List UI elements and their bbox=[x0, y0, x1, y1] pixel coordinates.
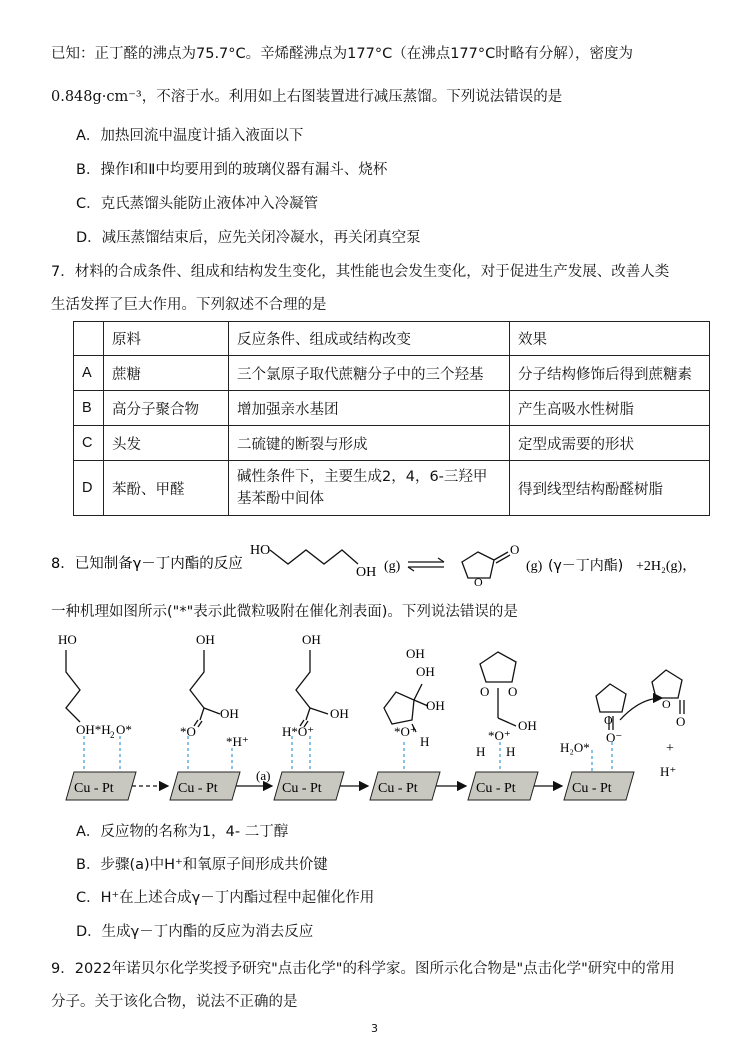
svg-text:OH*H: OH*H bbox=[76, 722, 111, 737]
catalyst-cu-pt bbox=[564, 772, 634, 800]
svg-text:OH: OH bbox=[416, 664, 435, 679]
table-cell: D bbox=[74, 461, 104, 516]
product-state: (g) bbox=[526, 559, 543, 574]
density-value: 0.848g·cm⁻³ bbox=[51, 89, 142, 105]
svg-text:HO: HO bbox=[250, 543, 271, 558]
svg-text:O: O bbox=[510, 542, 520, 557]
q7-stem-line-1: 7．材料的合成条件、组成和结构发生变化，其性能也会发生变化，对于促进生产发展、改善人类 bbox=[51, 264, 670, 280]
svg-text:Cu - Pt: Cu - Pt bbox=[572, 781, 612, 796]
butanediol-structure bbox=[270, 550, 358, 564]
table-cell: A bbox=[74, 356, 104, 391]
svg-text:OH: OH bbox=[196, 632, 215, 647]
svg-text:Cu - Pt: Cu - Pt bbox=[378, 781, 418, 796]
reactant-state: (g) bbox=[384, 559, 401, 574]
table-cell: 头发 bbox=[104, 426, 229, 461]
svg-text:O: O bbox=[508, 684, 518, 699]
q8-reaction-equation bbox=[0, 540, 751, 590]
svg-text:2: 2 bbox=[110, 730, 115, 740]
q6-option-c: C．克氏蒸馏头能防止液体冲入冷凝管 bbox=[76, 196, 319, 212]
svg-text:Cu - Pt: Cu - Pt bbox=[178, 781, 218, 796]
table-cell: 高分子聚合物 bbox=[104, 391, 229, 426]
page-number: 3 bbox=[371, 1022, 378, 1035]
lactone-structure bbox=[462, 552, 510, 578]
table-row bbox=[74, 391, 710, 426]
svg-text:*H⁺: *H⁺ bbox=[226, 734, 249, 749]
intro-line-1: 已知：正丁醛的沸点为75.7°C。辛烯醛沸点为177°C（在沸点177°C时略有分解），密度为 bbox=[51, 46, 634, 62]
table-header-cell: 反应条件、组成或结构改变 bbox=[229, 322, 510, 356]
table-cell: 三个氯原子取代蔗糖分子中的三个羟基 bbox=[229, 356, 510, 391]
species-2 bbox=[190, 650, 220, 727]
q8-option-d: D．生成γ－丁内酯的反应为消去反应 bbox=[76, 924, 314, 940]
q7-stem-line-2: 生活发挥了巨大作用。下列叙述不合理的是 bbox=[51, 297, 327, 313]
svg-text:+: + bbox=[666, 741, 674, 756]
svg-text:OH: OH bbox=[518, 718, 537, 733]
table-cell: 苯酚、甲醛 bbox=[104, 461, 229, 516]
q9-stem-line-1: 9．2022年诺贝尔化学奖授予研究"点击化学"的科学家。图所示化合物是"点击化学"研究中的常用 bbox=[51, 961, 675, 977]
table-cell: 定型成需要的形状 bbox=[510, 426, 710, 461]
table-header-row bbox=[74, 322, 710, 356]
table-cell: 二硫键的断裂与形成 bbox=[229, 426, 510, 461]
q8-stem: 8．已知制备γ－丁内酯的反应 bbox=[51, 556, 243, 572]
svg-text:O: O bbox=[480, 684, 490, 699]
q7-table bbox=[73, 321, 710, 516]
table-header-cell: 效果 bbox=[510, 322, 710, 356]
svg-text:H₂O*: H₂O* bbox=[560, 740, 590, 755]
adsorption-lines bbox=[84, 736, 612, 772]
catalyst-cu-pt bbox=[274, 772, 344, 800]
q9-stem-line-2: 分子。关于该化合物，说法不正确的是 bbox=[51, 994, 298, 1010]
svg-text:*O⁺: *O⁺ bbox=[394, 724, 417, 739]
q8-option-b: B．步骤(a)中H⁺和氧原子间形成共价键 bbox=[76, 857, 328, 873]
svg-text:OH: OH bbox=[302, 632, 321, 647]
q6-option-d: D．减压蒸馏结束后，应先关闭冷凝水，再关闭真空泵 bbox=[76, 230, 421, 246]
table-header-cell: 原料 bbox=[104, 322, 229, 356]
mechanism-diagram bbox=[0, 628, 751, 818]
catalyst-cu-pt bbox=[66, 772, 136, 800]
svg-text:O*: O* bbox=[116, 722, 132, 737]
equilibrium-arrow-icon bbox=[408, 558, 444, 571]
svg-text:H: H bbox=[506, 744, 516, 759]
table-header-cell bbox=[74, 322, 104, 356]
svg-text:O: O bbox=[604, 713, 613, 727]
svg-text:OH: OH bbox=[220, 706, 239, 721]
species-1 bbox=[66, 650, 80, 722]
q6-option-a: A．加热回流中温度计插入液面以下 bbox=[76, 128, 304, 144]
svg-text:O: O bbox=[474, 575, 483, 589]
svg-text:OH: OH bbox=[426, 698, 445, 713]
table-row bbox=[74, 426, 710, 461]
table-cell: 碱性条件下，主要生成2，4，6-三羟甲基苯酚中间体 bbox=[229, 461, 510, 516]
table-cell: B bbox=[74, 391, 104, 426]
svg-text:Cu - Pt: Cu - Pt bbox=[476, 781, 516, 796]
svg-text:*O: *O bbox=[180, 724, 196, 739]
svg-text:O⁻: O⁻ bbox=[606, 730, 623, 745]
table-cell: 分子结构修饰后得到蔗糖素 bbox=[510, 356, 710, 391]
q8-stem-line-2: 一种机理如图所示("*"表示此微粒吸附在催化剂表面)。下列说法错误的是 bbox=[51, 604, 518, 620]
svg-text:H*O⁺: H*O⁺ bbox=[282, 724, 315, 739]
svg-text:H: H bbox=[420, 734, 430, 749]
intro-line-2-rest: ，不溶于水。利用如上右图装置进行减压蒸馏。下列说法错误的是 bbox=[141, 89, 563, 105]
q6-option-b: B．操作Ⅰ和Ⅱ中均要用到的玻璃仪器有漏斗、烧杯 bbox=[76, 162, 388, 178]
species-3 bbox=[296, 650, 328, 727]
svg-text:OH: OH bbox=[406, 646, 425, 661]
catalyst-cu-pt bbox=[170, 772, 240, 800]
table-row bbox=[74, 356, 710, 391]
byproduct: +2H₂(g)， bbox=[636, 559, 697, 574]
table-cell: 得到线型结构酚醛树脂 bbox=[510, 461, 710, 516]
intro-line-2 bbox=[51, 85, 562, 106]
svg-text:H⁺: H⁺ bbox=[660, 764, 677, 779]
svg-text:*O⁺: *O⁺ bbox=[488, 728, 511, 743]
svg-text:OH: OH bbox=[356, 565, 377, 580]
table-cell: 增加强亲水基团 bbox=[229, 391, 510, 426]
step-a-label: (a) bbox=[256, 768, 271, 783]
catalyst-cu-pt bbox=[468, 772, 538, 800]
table-cell: 蔗糖 bbox=[104, 356, 229, 391]
svg-text:Cu - Pt: Cu - Pt bbox=[74, 781, 114, 796]
q8-option-a: A．反应物的名称为1，4- 二丁醇 bbox=[76, 824, 289, 840]
svg-text:O: O bbox=[662, 697, 671, 711]
svg-text:Cu - Pt: Cu - Pt bbox=[282, 781, 322, 796]
q8-option-c: C．H⁺在上述合成γ－丁内酯过程中起催化作用 bbox=[76, 890, 375, 906]
product-name: (γ－丁内酯) bbox=[548, 558, 624, 574]
table-cell: C bbox=[74, 426, 104, 461]
svg-text:O: O bbox=[676, 714, 686, 729]
catalyst-cu-pt bbox=[370, 772, 440, 800]
table-row bbox=[74, 461, 710, 516]
svg-text:OH: OH bbox=[330, 706, 349, 721]
table-cell: 产生高吸水性树脂 bbox=[510, 391, 710, 426]
svg-text:H: H bbox=[476, 744, 486, 759]
svg-text:HO: HO bbox=[58, 632, 77, 647]
